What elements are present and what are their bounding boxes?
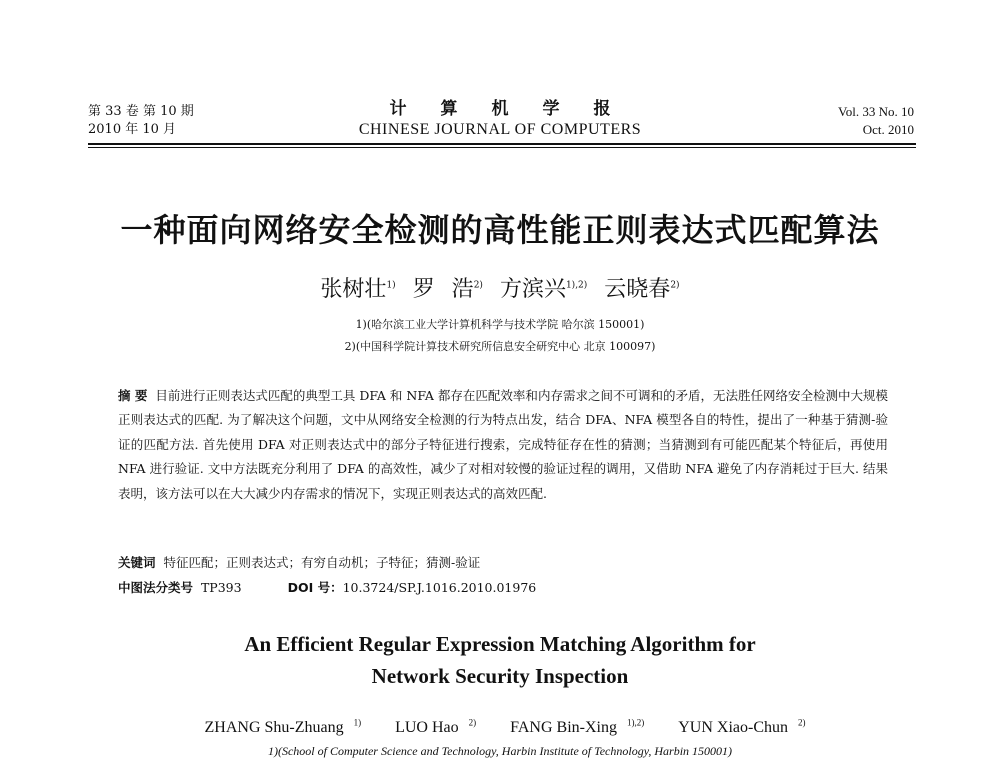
classification-label: 中图法分类号	[118, 580, 194, 595]
journal-name-cn: 计算机学报	[389, 99, 645, 119]
classification-value: TP393	[200, 580, 242, 595]
author-cn: 罗 浩$^{2)}$	[412, 277, 483, 302]
journal-name-en: CHINESE JOURNAL OF COMPUTERS	[358, 121, 642, 138]
date-en: Oct. 2010	[862, 122, 914, 137]
volume-issue-en: Vol. 33 No. 10	[838, 104, 914, 119]
date-cn: 2010 年 10 月	[88, 122, 177, 137]
paper-title-en-line2: Network Security Inspection	[371, 664, 629, 688]
paper-title-en-line1: An Efficient Regular Expression Matching Algorithm for	[244, 632, 756, 656]
doi-label: DOI 号：	[287, 580, 343, 595]
volume-issue-cn: 第 33 卷 第 10 期	[88, 104, 194, 119]
paper-title-cn: 一种面向网络安全检测的高性能正则表达式匹配算法	[120, 211, 880, 249]
author-cn: 方滨兴$^{1),2)}$	[499, 277, 588, 302]
author-en: YUN Xiao-Chun $^{2)}$	[678, 718, 806, 737]
author-cn: 张树壮$^{1)}$	[320, 277, 396, 302]
keywords	[118, 553, 480, 571]
abstract-label: 摘 要	[118, 388, 148, 403]
affiliation-cn-2: 2)(中国科学院计算技术研究所信息安全研究中心 北京 100097)	[344, 340, 656, 353]
author-en: FANG Bin-Xing $^{1),2)}$	[510, 718, 645, 737]
header-rule-thin	[88, 147, 916, 148]
header-right	[838, 103, 914, 139]
classification	[118, 578, 536, 596]
affiliation-en-1: 1)(School of Computer Science and Technology, Harbin Institute of Technology, Harbin 150001)	[267, 744, 733, 758]
authors-en	[0, 718, 1000, 737]
author-cn: 云晓春$^{2)}$	[604, 277, 680, 302]
doi-value: 10.3724/SP.J.1016.2010.01976	[342, 580, 537, 595]
header-rule-thick	[88, 143, 916, 145]
author-en: LUO Hao $^{2)}$	[395, 718, 477, 737]
affiliation-cn-1: 1)(哈尔滨工业大学计算机科学与技术学院 哈尔滨 150001)	[355, 318, 645, 331]
abstract-text: 目前进行正则表达式匹配的典型工具 DFA 和 NFA 都存在匹配效率和内存需求之间不可调和的矛盾，无法胜任网络安全检测中大规模正则表达式的匹配. 为了解决这个问题，文中从网络安全检测的行为特点出发，结合 DFA、NFA 模型各自的特性，提出了一种基于猜测-验证的匹配方法. 首先使用 DFA 对正则表达式中的部分子特征进行搜索，完成特征存在性的猜测；当猜测到有可能匹配某个特征后，再使用 NFA 进行验证. 文中方法既充分利用了 DFA 的高效性，减少了对相对较慢的验证过程的调用，又借助 NFA 避免了内存消耗过于巨大. 结果表明，该方法可以在大大减少内存需求的情况下，实现正则表达式的高效匹配.	[118, 388, 888, 501]
abstract	[118, 384, 888, 506]
author-en: ZHANG Shu-Zhuang $^{1)}$	[204, 718, 362, 737]
keywords-text: 特征匹配；正则表达式；有穷自动机；子特征；猜测-验证	[163, 555, 481, 570]
authors-cn	[0, 272, 1000, 303]
keywords-label: 关键词	[118, 555, 156, 570]
paper-title-en	[0, 628, 1000, 692]
